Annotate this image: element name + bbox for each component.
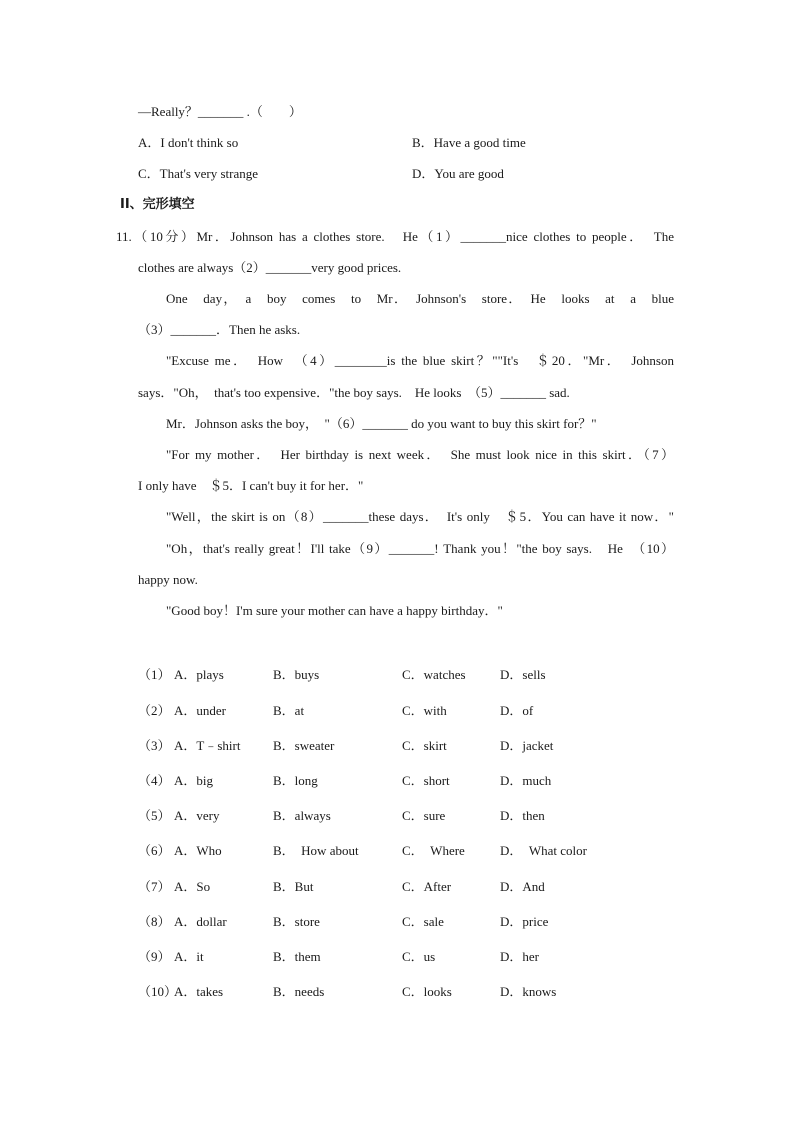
passage-line-10: "Well，the skirt is on（8）_______these days． It's only ＄5．You can have it now．" — [166, 509, 674, 524]
choice-number: （9） — [138, 949, 171, 964]
passage-line-6: says．"Oh， that's too expensive．"the boy says. He looks （5）_______ sad. — [138, 385, 570, 400]
choice-a: A．very — [174, 808, 220, 823]
passage-line-9: I only have ＄5．I can't buy it for her．" — [138, 478, 364, 493]
choice-b: B．But — [273, 879, 314, 894]
choice-c: C．with — [402, 703, 447, 718]
passage-line-12: happy now. — [138, 572, 198, 587]
option-b — [412, 134, 526, 152]
choice-number: （10） — [138, 984, 178, 999]
choice-d: D．then — [500, 808, 545, 823]
choice-a: A．takes — [174, 984, 224, 999]
choice-c: C． Where — [402, 843, 465, 858]
option-letter: B． — [412, 135, 434, 150]
passage-line-3: One day， a boy comes to Mr． Johnson's store． He looks at a blue — [166, 291, 674, 306]
passage-line-11: "Oh，that's really great！I'll take（9）_______! Thank you！"the boy says. He （10） — [166, 541, 674, 556]
passage-line-4: （3）_______．Then he asks. — [138, 322, 301, 337]
choice-c: C．short — [402, 773, 450, 788]
choice-number: （8） — [138, 914, 171, 929]
choice-number: （7） — [138, 879, 171, 894]
choice-d: D．of — [500, 703, 534, 718]
option-d — [412, 165, 504, 183]
passage-line-1: 11.（10分）Mr．Johnson has a clothes store. He（1）_______nice clothes to people． The — [116, 229, 674, 244]
choice-b: B．buys — [273, 667, 320, 682]
choice-d: D．sells — [500, 667, 546, 682]
choice-a: A．big — [174, 773, 214, 788]
choice-number: （5） — [138, 808, 171, 823]
choice-b: B．needs — [273, 984, 325, 999]
choice-number: （3） — [138, 738, 171, 753]
choice-c: C．watches — [402, 667, 466, 682]
passage-line-5: "Excuse me． How （4）________is the blue skirt？""It's ＄20．"Mr． Johnson — [166, 353, 674, 368]
option-text: That's very strange — [159, 166, 259, 181]
choice-c: C．skirt — [402, 738, 447, 753]
passage-line-13: "Good boy！I'm sure your mother can have a happy birthday．" — [166, 603, 503, 618]
option-text: You are good — [434, 166, 504, 181]
option-c — [138, 165, 258, 183]
passage-line-8: "For my mother． Her birthday is next week． She must look nice in this skirt．（7） — [166, 447, 674, 462]
choice-d: D．her — [500, 949, 539, 964]
choice-c: C．us — [402, 949, 436, 964]
option-letter: A． — [138, 135, 161, 150]
choice-a: A．So — [174, 879, 211, 894]
choice-a: A．T﹣shirt — [174, 738, 241, 753]
passage-line-2: clothes are always（2）_______very good prices. — [138, 260, 402, 275]
option-letter: C． — [138, 166, 160, 181]
option-text: Have a good time — [433, 135, 526, 150]
choice-d: D．knows — [500, 984, 557, 999]
choice-a: A．dollar — [174, 914, 227, 929]
choice-number: （6） — [138, 843, 171, 858]
choice-a: A．under — [174, 703, 226, 718]
choice-d: D．jacket — [500, 738, 554, 753]
choice-a: A．plays — [174, 667, 224, 682]
choice-number: （2） — [138, 703, 171, 718]
choice-c: C．After — [402, 879, 452, 894]
choice-d: D．price — [500, 914, 549, 929]
choice-b: B．store — [273, 914, 320, 929]
choice-d: D．And — [500, 879, 545, 894]
choice-c: C．sale — [402, 914, 444, 929]
choice-c: C．sure — [402, 808, 446, 823]
choice-b: B．them — [273, 949, 321, 964]
choice-c: C．looks — [402, 984, 452, 999]
choice-b: B． How about — [273, 843, 359, 858]
choice-d: D． What color — [500, 843, 588, 858]
option-letter: D． — [412, 166, 435, 181]
choice-b: B．at — [273, 703, 305, 718]
choice-b: B．always — [273, 808, 331, 823]
choice-b: B．sweater — [273, 738, 335, 753]
choice-number: （4） — [138, 773, 171, 788]
choice-a: A．Who — [174, 843, 222, 858]
question-stem: —Really？_______ .（ ） — [138, 104, 302, 119]
choice-a: A．it — [174, 949, 204, 964]
option-a — [138, 134, 238, 152]
choice-d: D．much — [500, 773, 552, 788]
choice-number: （1） — [138, 667, 171, 682]
option-text: I don't think so — [160, 135, 239, 150]
choice-b: B．long — [273, 773, 318, 788]
section-title: II、完形填空 — [120, 197, 195, 212]
passage-line-7: Mr．Johnson asks the boy， "（6）_______ do you want to buy this skirt for？" — [166, 416, 597, 431]
